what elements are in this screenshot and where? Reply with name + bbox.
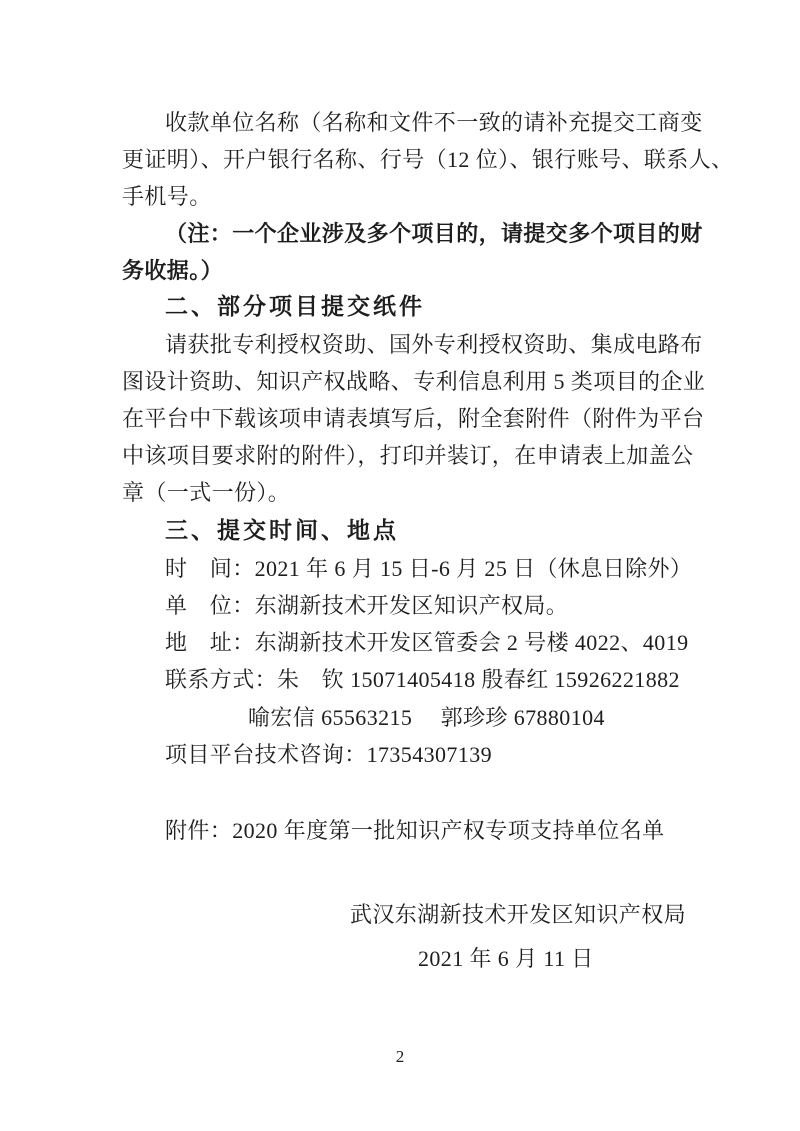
payee-info-line-2: 更证明）、开户银行名称、行号（12 位）、银行账号、联系人、 xyxy=(122,147,734,172)
signature-date: 2021 年 6 月 11 日 xyxy=(418,946,594,971)
signature-organization: 武汉东湖新技术开发区知识产权局 xyxy=(350,902,687,927)
section-3-heading: 三、提交时间、地点 xyxy=(165,517,399,543)
paper-submission-line-2: 图设计资助、知识产权战略、专利信息利用 5 类项目的企业 xyxy=(122,369,706,394)
paper-submission-line-5: 章（一式一份）。 xyxy=(122,480,291,505)
contact-line-1: 联系方式：朱 钦 15071405418 殷春红 15926221882 xyxy=(165,667,680,692)
contact-line-2: 喻宏信 65563215 郭珍珍 67880104 xyxy=(248,705,605,730)
note-line-2: 务收据。） xyxy=(122,258,224,283)
paper-submission-line-4: 中该项目要求附的附件），打印并装订，在申请表上加盖公 xyxy=(122,443,694,468)
paper-submission-line-1: 请获批专利授权资助、国外专利授权资助、集成电路布 xyxy=(165,332,703,357)
payee-info-line-1: 收款单位名称（名称和文件不一致的请补充提交工商变 xyxy=(165,110,703,135)
note-line-1: （注：一个企业涉及多个项目的，请提交多个项目的财 xyxy=(165,221,703,246)
paper-submission-line-3: 在平台中下载该项申请表填写后，附全套附件（附件为平台 xyxy=(122,406,705,431)
attachment-line: 附件：2020 年度第一批知识产权专项支持单位名单 xyxy=(165,818,665,843)
unit-line: 单 位：东湖新技术开发区知识产权局。 xyxy=(165,593,569,618)
page-number: 2 xyxy=(395,1047,405,1066)
time-line: 时 间：2021 年 6 月 15 日-6 月 25 日（休息日除外） xyxy=(165,556,693,581)
section-2-heading: 二、部分项目提交纸件 xyxy=(165,293,425,319)
address-line: 地 址：东湖新技术开发区管委会 2 号楼 4022、4019 xyxy=(165,630,689,655)
tech-support-line: 项目平台技术咨询：17354307139 xyxy=(165,742,493,767)
payee-info-line-3: 手机号。 xyxy=(122,184,212,209)
